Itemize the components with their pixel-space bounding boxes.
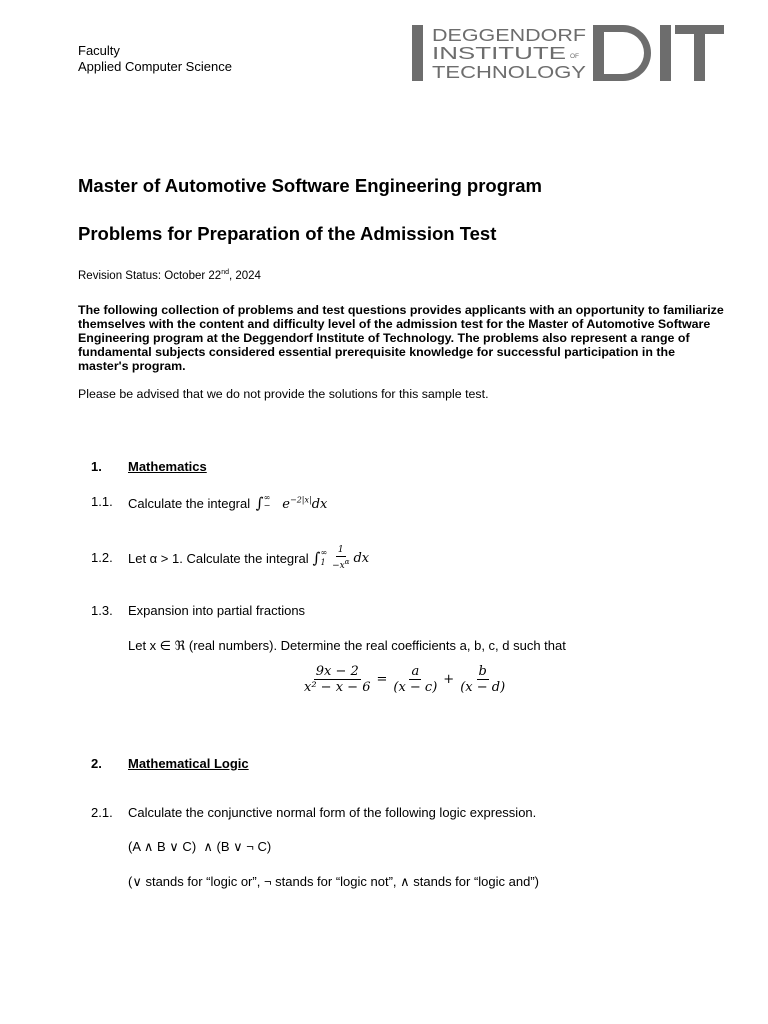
term1-numerator: a: [411, 664, 420, 679]
term2-numerator: b: [478, 664, 487, 679]
integral-dx: dx: [311, 497, 328, 512]
problem-number: 1.3.: [91, 603, 113, 618]
advisory-note: Please be advised that we do not provide the solutions for this sample test.: [78, 387, 489, 401]
logo-dit-mark: [593, 25, 724, 81]
term2-denominator: (x − d): [460, 680, 506, 695]
logo-left-bar: [412, 25, 423, 81]
integral-sign: ∫: [312, 549, 321, 567]
integral-expression: [313, 545, 370, 572]
integral-upper: ∞: [263, 493, 271, 502]
problem-1-2: [128, 542, 369, 574]
logic-expression: (A ∧ B ∨ C) ∧ (B ∨ ¬ C): [128, 839, 272, 854]
faculty-name: Applied Computer Science: [78, 59, 232, 74]
logo-line-deggendorf: DEGGENDORF: [432, 25, 586, 45]
term1-fraction: [391, 664, 439, 695]
integral-expression: [254, 494, 328, 512]
integral-sign: ∫: [255, 494, 264, 512]
revision-status: [78, 270, 261, 282]
fraction-numerator: 1: [337, 544, 344, 555]
section-number: 1.: [91, 459, 102, 474]
term2-fraction: [458, 664, 507, 695]
revision-year: , 2024: [228, 270, 261, 282]
term1-denominator: (x − c): [393, 680, 438, 695]
lhs-denominator: x² − x − 6: [304, 680, 371, 695]
section-title-mathematics: Mathematics: [128, 459, 207, 474]
dit-logo: [412, 25, 724, 81]
problem-text: Let α > 1. Calculate the integral: [128, 550, 309, 566]
intro-paragraph: The following collection of problems and test questions provides applicants with an opportunity to familiarize themselves with the content and difficulty level of the admission test for the Master of Automotive Software Engineering program at the Deggendorf Institute of Technology. The problems also represent a range of fundamental subjects considered essential prerequisite knowledge for successful participation in the master's program.: [78, 303, 724, 373]
faculty-block: [78, 43, 232, 75]
problem-detail: Let x ∈ ℜ (real numbers). Determine the real coefficients a, b, c, d such that: [128, 638, 566, 653]
partial-fraction-equation: [302, 664, 507, 695]
integrand-base: e: [282, 497, 290, 512]
lhs-numerator: 9x − 2: [315, 664, 359, 679]
denominator-base: −x: [332, 560, 345, 571]
integral-dx: dx: [353, 550, 370, 566]
logo-line-technology: TECHNOLOGY: [432, 62, 587, 81]
denominator-exponent: α: [344, 557, 350, 566]
fraction-denominator: [330, 557, 351, 572]
faculty-label: Faculty: [78, 43, 120, 58]
section-title-logic: Mathematical Logic: [128, 756, 249, 771]
logo-of: OF: [570, 53, 580, 60]
integrand-fraction: [330, 545, 351, 572]
logo-line-institute: INSTITUTE: [432, 43, 566, 63]
problem-text: Calculate the conjunctive normal form of the following logic expression.: [128, 805, 537, 820]
plus-sign: +: [443, 672, 455, 687]
equals-sign: =: [376, 672, 388, 687]
integral-lower: −: [263, 501, 271, 510]
integral-upper: ∞: [320, 548, 328, 557]
logic-legend: (∨ stands for “logic or”, ¬ stands for “logic not”, ∧ stands for “logic and”): [128, 874, 539, 889]
problem-number: 2.1.: [91, 805, 113, 820]
problem-1-1: [128, 494, 327, 512]
problem-text: Expansion into partial fractions: [128, 603, 306, 618]
integrand-exponent: −2|x|: [290, 495, 312, 505]
problem-text: Calculate the integral: [128, 496, 251, 511]
revision-prefix: Revision Status: October 22: [78, 270, 222, 282]
problem-number: 1.1.: [91, 494, 113, 509]
problem-number: 1.2.: [91, 550, 113, 565]
integral-lower: 1: [320, 558, 326, 567]
lhs-fraction: [302, 664, 372, 695]
section-number: 2.: [91, 756, 102, 771]
document-subtitle: Problems for Preparation of the Admission Test: [78, 223, 497, 244]
document-title: Master of Automotive Software Engineering program: [78, 175, 542, 196]
revision-suffix: nd: [221, 269, 229, 277]
